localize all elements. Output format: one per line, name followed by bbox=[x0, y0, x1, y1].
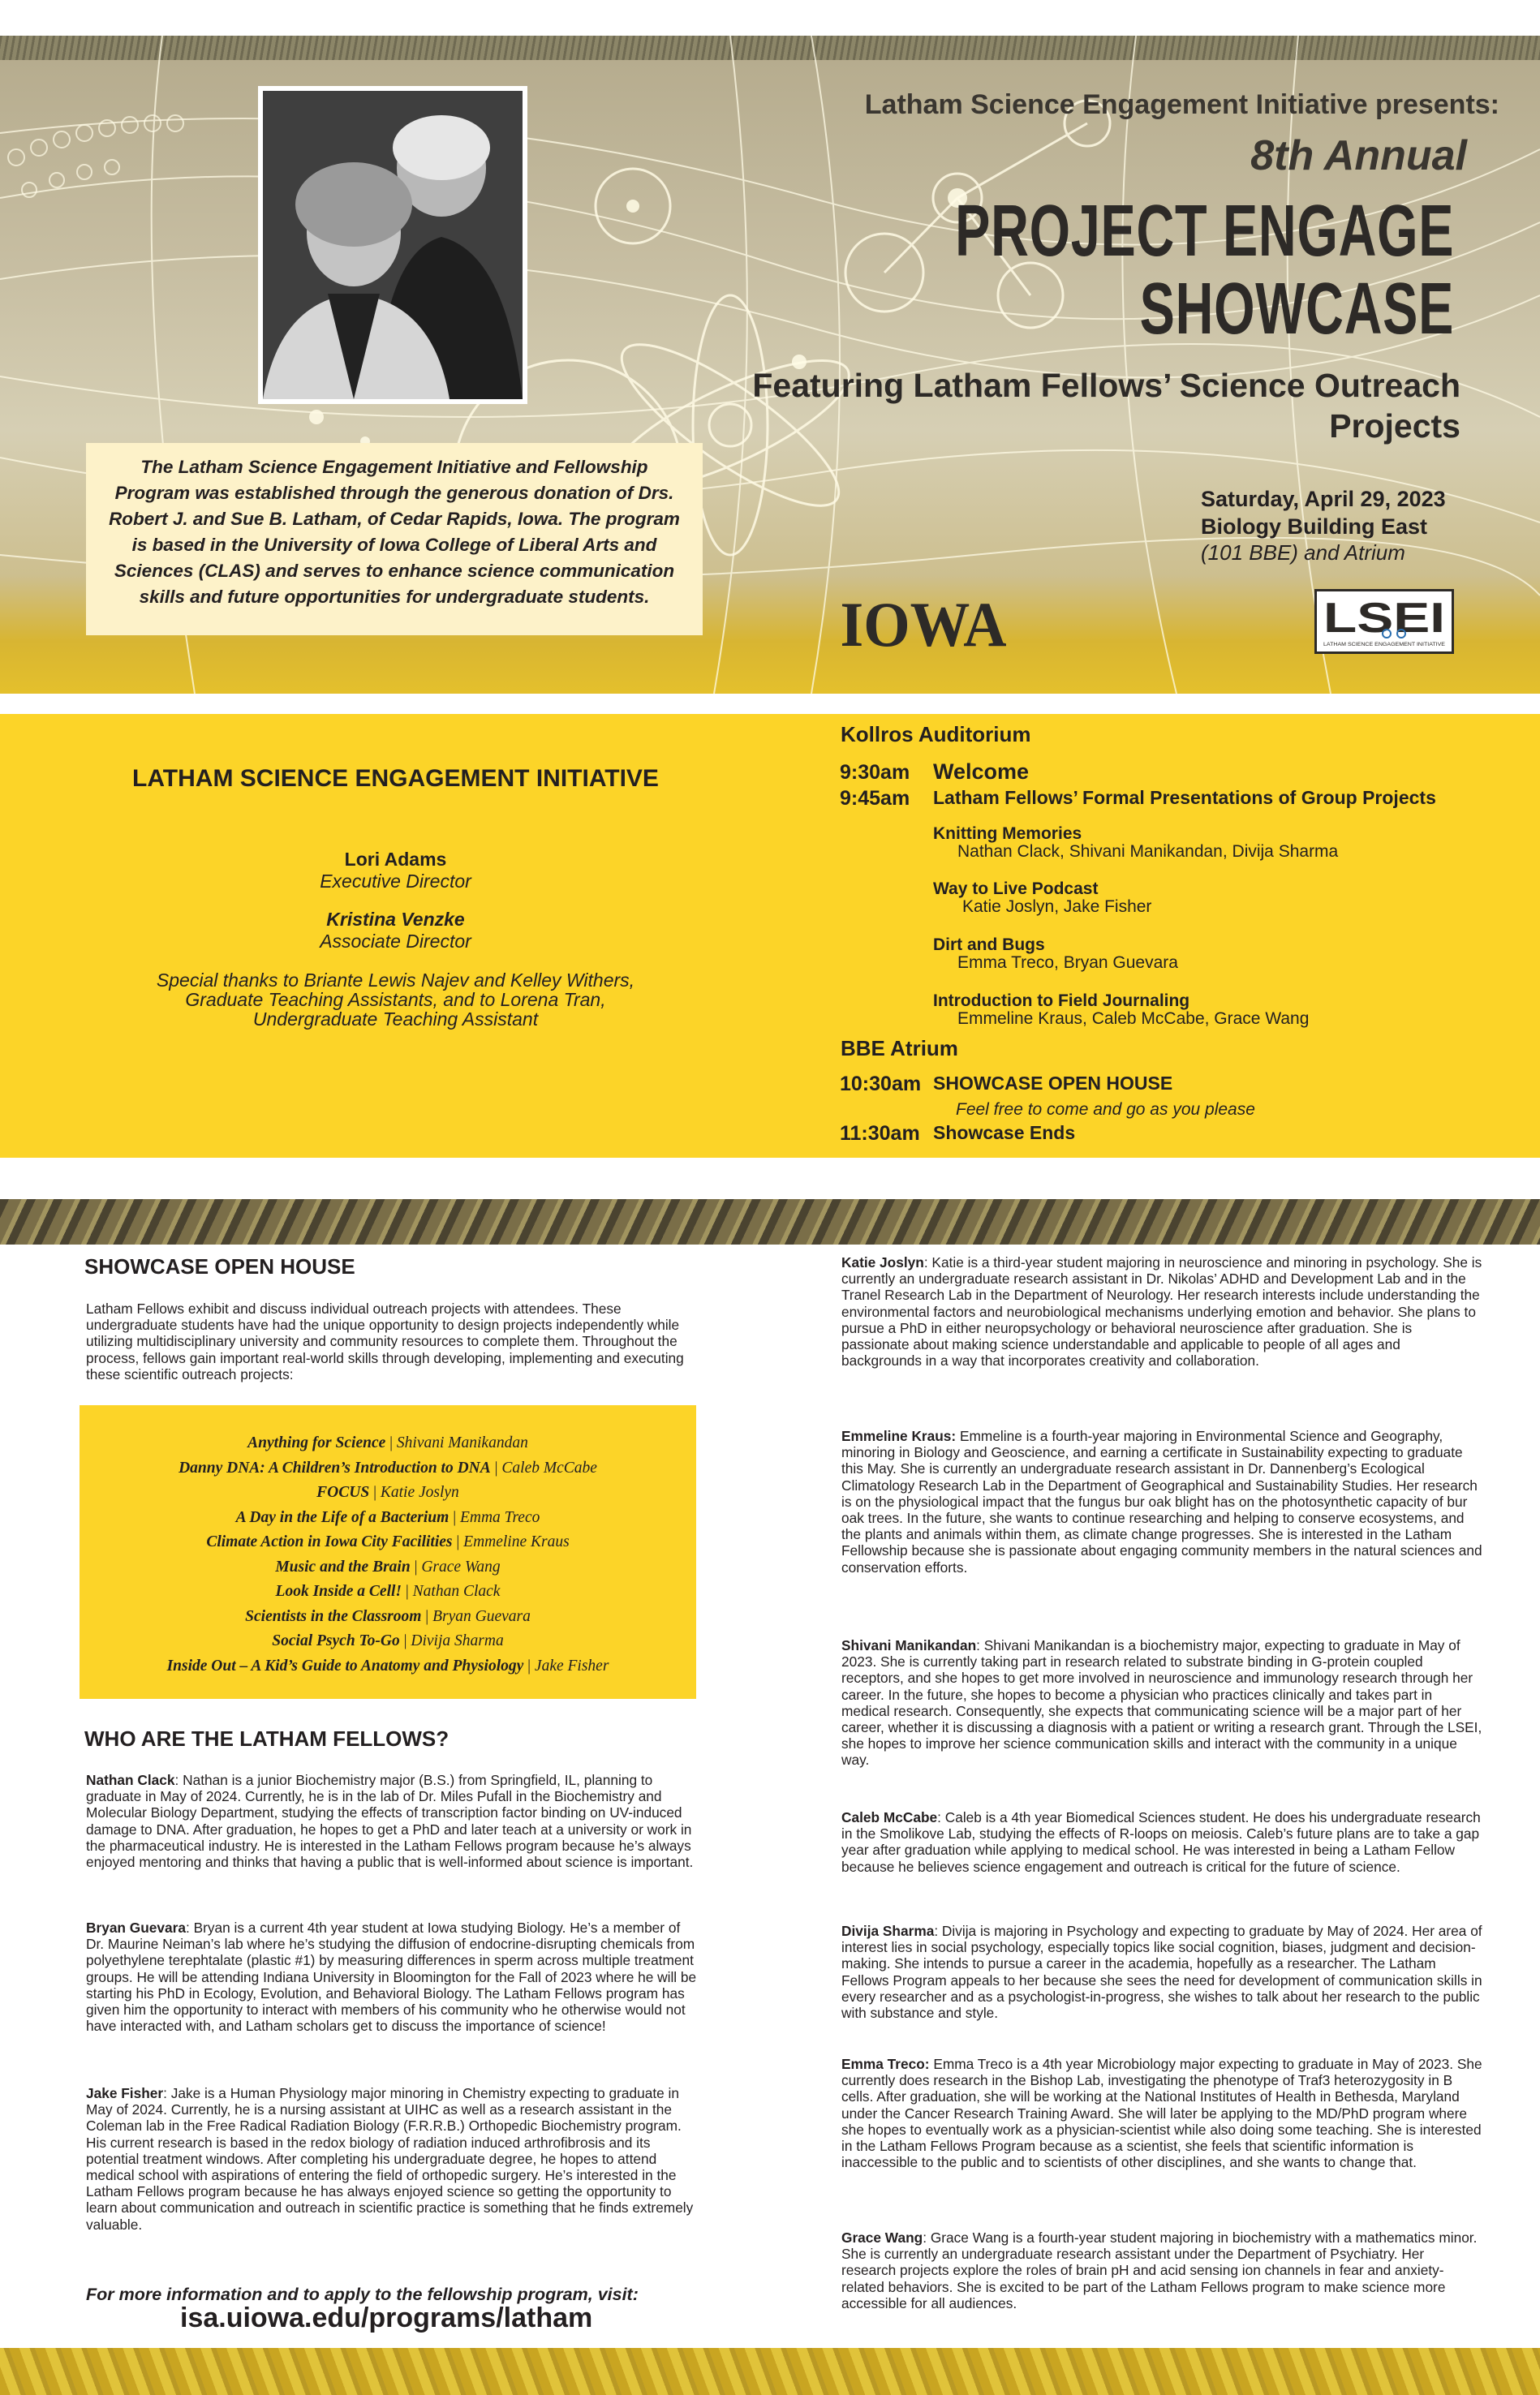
schedule-time: 9:45am bbox=[840, 787, 910, 810]
event-rooms: (101 BBE) and Atrium bbox=[1201, 540, 1405, 565]
list-item: Look Inside a Cell! | Nathan Clack bbox=[275, 1583, 501, 1600]
fellows-heading: WHO ARE THE LATHAM FELLOWS? bbox=[84, 1726, 450, 1751]
event-title-line1: PROJECT ENGAGE bbox=[955, 191, 1454, 272]
group-project-title: Dirt and Bugs bbox=[933, 935, 1045, 954]
fellow-bio: Divija Sharma: Divija is majoring in Psychology and expecting to graduate by May of 2024. Her area of interest lies in social psychology, especially topics like social cognition, biases, judgment and decision-making. She intends to pursue a career in the academia, hopefully as a researcher. The Latham Fellows Program appeals to her because she sees the need for development of communication skills in every researcher and as a psychologist-in-progress, she wishes to talk about her research to the public with substance and style. bbox=[841, 1923, 1482, 2022]
list-item: FOCUS | Katie Joslyn bbox=[316, 1484, 459, 1501]
founders-photo-image bbox=[263, 91, 523, 399]
group-project-members: Nathan Clack, Shivani Manikandan, Divija Sharma bbox=[957, 842, 1339, 861]
lsei-logo bbox=[1314, 589, 1454, 654]
fellow-bio: Bryan Guevara: Bryan is a current 4th year student at Iowa studying Biology. He’s a member of Dr. Maurine Neiman’s lab where he’s studying the diffusion of endocrine-disrupting chemicals from polyethylene terephtalate (plastic #1) by measuring differences in sperm across multiple treatment groups. He will be attending Indiana University in Bloomington for the Fall of 2023 where he will be starting his PhD in Ecology, Evolution, and Behavioral Biology. The Latham Fellows program has given him the opportunity to interact with members of his community who he otherwise would not have interacted with, and Latham scholars get to discuss the importance of science! bbox=[86, 1920, 697, 2035]
open-house-intro: Latham Fellows exhibit and discuss individual outreach projects with attendees. These undergraduate students have had the unique opportunity to design projects independently while utilizing multidisciplinary university and community resources to complete them. Throughout the process, fellows gain important real-world skills through developing, implementing and executing these scientific outreach projects: bbox=[86, 1301, 684, 1382]
fellow-bio: Emma Treco: Emma Treco is a 4th year Microbiology major expecting to graduate in May of 2023. She currently does research in the Bishop Lab, investigating the phenotype of Traf3 heterozygosity in B cells. After graduation, she will be working at the National Institutes of Health in Bethesda, Maryland under the Cancer Research Training Award. She will later be applying to the MD/PhD program where she hopes to eventually work as a physician-scientist while also doing some teaching. She is interested in the Latham Fellows Program because as a scientist, she feels that scientific information is inaccessible to the public and to scientists of other disciplines, and she wants to change that. bbox=[841, 2056, 1482, 2171]
list-item: Danny DNA: A Children’s Introduction to DNA | Caleb McCabe bbox=[179, 1459, 597, 1477]
staff-role: Associate Director bbox=[320, 931, 471, 952]
group-project-members: Emma Treco, Bryan Guevara bbox=[957, 953, 1178, 972]
hero-banner bbox=[0, 36, 1540, 694]
list-item: Anything for Science | Shivani Manikandan bbox=[247, 1434, 528, 1451]
fellow-bio: Shivani Manikandan: Shivani Manikandan is a biochemistry major, expecting to graduate in May of 2023. She is currently taking part in research related to substrate binding in G-protein coupled receptors, and she hopes to get more involved in neuroscience and immunology research through her career. In the future, she hopes to become a physician who practices clinically and takes part in medical research. Consequently, she expects that communicating science will be a major part of her career, whether it is discussing a diagnosis with a patient or writing a research grant. Through the LSEI, she hopes to improve her science communication skills and interact with the community in a unique way. bbox=[841, 1637, 1482, 1769]
event-building: Biology Building East bbox=[1201, 514, 1428, 539]
initiative-name: LATHAM SCIENCE ENGAGEMENT INITIATIVE bbox=[132, 765, 659, 792]
open-house-heading: SHOWCASE OPEN HOUSE bbox=[84, 1254, 355, 1279]
event-title-line2: SHOWCASE bbox=[1139, 269, 1454, 350]
fellow-bio: Caleb McCabe: Caleb is a 4th year Biomedical Sciences student. He does his undergraduate research in the Smolikove Lab, studying the effects of R-loops on meiosis. Caleb’s future plans are to take a gap year after graduation while applying to medical school. He was interested in being a Latham Fellow because he believes science engagement and outreach is critical for the future of science. bbox=[841, 1809, 1481, 1875]
featuring-subtitle: Featuring Latham Fellows’ Science Outreach Projects bbox=[752, 367, 1460, 445]
list-item: Climate Action in Iowa City Facilities | Emmeline Kraus bbox=[206, 1533, 570, 1550]
schedule-time: 9:30am bbox=[840, 761, 910, 784]
fellow-bio: Nathan Clack: Nathan is a junior Biochemistry major (B.S.) from Springfield, IL, planning to graduate in May of 2024. Currently, he is in the lab of Dr. Miles Pufall in the Biochemistry and Molecular Biology Department, studying the effects of transcription factor binding on UV-induced damage to DNA. After graduation, he hopes to get a PhD and later teach at a university or work in the pharmaceutical industry. He is interested in the Latham Fellows program because he’s always enjoyed mentoring and thinks that having a public that is well-informed about science is important. bbox=[86, 1772, 694, 1871]
list-item: Inside Out – A Kid’s Guide to Anatomy and Physiology | Jake Fisher bbox=[166, 1657, 609, 1675]
special-thanks: Special thanks to Briante Lewis Najev and Kelley Withers, Graduate Teaching Assistants, and to Lorena Tran, Undergraduate Teaching Assistant bbox=[156, 970, 635, 1030]
schedule-item: Showcase Ends bbox=[933, 1122, 1076, 1143]
list-item: Scientists in the Classroom | Bryan Guevara bbox=[245, 1607, 531, 1625]
iowa-logo-text: IOWA bbox=[840, 596, 1007, 652]
staff-role: Executive Director bbox=[320, 871, 471, 892]
list-item: A Day in the Life of a Bacterium | Emma Treco bbox=[235, 1508, 540, 1526]
staff-name: Kristina Venzke bbox=[326, 909, 465, 930]
venue-atrium: BBE Atrium bbox=[841, 1036, 958, 1060]
schedule-time: 10:30am bbox=[840, 1073, 922, 1095]
fellow-bio: Grace Wang: Grace Wang is a fourth-year student majoring in biochemistry with a mathematics minor. She is currently an undergraduate research assistant under the Department of Psychiatry. Her research projects explore the roles of brain pH and acid sensing ion channels in fear and anxiety-related behaviors. She is excited to be part of the Latham Fellows program to make science more accessible for all audiences. bbox=[841, 2229, 1478, 2311]
group-project-members: Katie Joslyn, Jake Fisher bbox=[962, 897, 1152, 916]
fellow-bio: Katie Joslyn: Katie is a third-year student majoring in neuroscience and minoring in psychology. She is currently an undergraduate research assistant in Dr. Nikolas’ ADHD and Development Lab and in the Tranel Research Lab in the Department of Neurology. Her research interests include understanding the environmental factors and neurobiological mechanisms underlying emotion and behavior. She plans to pursue a PhD in either neuropsychology or behavioral neuroscience after graduation. She is passionate about making science understandable and applicable to people of all ages and backgrounds in a way that incorporates creativity and collaboration. bbox=[841, 1254, 1482, 1369]
fellow-bio: Jake Fisher: Jake is a Human Physiology major minoring in Chemistry expecting to graduate in May of 2024. Currently, he is a nursing assistant at UIHC as well as a research assistant in the Coleman lab in the Free Radical Radiation Biology (F.R.R.B.) Orthopedic Biochemistry program. His current research is based in the redox biology of radiation induced arthrofibrosis and its potential treatment windows. After completing his undergraduate degree, he hopes to attend medical school with aspirations of entering the field of orthopedic surgery. He’s interested in the Latham Fellows program because he has always enjoyed science so getting the opportunity to learn about communication and outreach in scientific practice is something that he finds extremely valuable. bbox=[86, 2085, 694, 2233]
annual-edition: 8th Annual bbox=[1250, 132, 1467, 179]
group-project-title: Knitting Memories bbox=[933, 824, 1082, 843]
schedule-item: SHOWCASE OPEN HOUSE bbox=[933, 1073, 1173, 1094]
schedule-item: Latham Fellows’ Formal Presentations of Group Projects bbox=[933, 787, 1436, 808]
presents-line: Latham Science Engagement Initiative presents: bbox=[864, 89, 1499, 120]
group-project-title: Way to Live Podcast bbox=[933, 879, 1099, 898]
iowa-logo bbox=[838, 596, 1009, 652]
lsei-logo-text: LSEI bbox=[1323, 595, 1445, 642]
lsei-logo-subtext: LATHAM SCIENCE ENGAGEMENT INITIATIVE bbox=[1323, 642, 1446, 647]
founders-photo bbox=[258, 86, 527, 404]
fellow-bio: Emmeline Kraus: Emmeline is a fourth-year majoring in Environmental Science and Geography, minoring in Biology and Geoscience, and earning a certificate in Sustainability expecting to graduate this May. She is currently an undergraduate research assistant in Dr. Dannenberg’s Ecological Climatology Research Lab in the Department of Geographical and Sustainability Studies. Her research is on the physiological impact that the fungus bur oak blight has on the photosynthetic capacity of bur oak trees. In the future, she wants to continue researching and helping to conserve ecosystems, and the plants and animals within them, as climate change progresses. She is interested in the Latham Fellowship because she is passionate about engaging community members in the natural sciences and conservation efforts. bbox=[841, 1428, 1482, 1576]
schedule-time: 11:30am bbox=[840, 1122, 920, 1145]
event-date: Saturday, April 29, 2023 bbox=[1201, 487, 1446, 511]
projects-list bbox=[80, 1405, 696, 1699]
decorative-bottom-band bbox=[0, 2348, 1540, 2395]
program-url-link[interactable]: isa.uiowa.edu/programs/latham bbox=[180, 2303, 593, 2333]
schedule-item: Welcome bbox=[933, 759, 1030, 784]
list-item: Social Psych To-Go | Divija Sharma bbox=[272, 1632, 504, 1649]
venue-kollros: Kollros Auditorium bbox=[841, 722, 1031, 746]
lsei-logo-mark bbox=[1317, 591, 1452, 651]
group-project-title: Introduction to Field Journaling bbox=[933, 991, 1190, 1010]
list-item: Music and the Brain | Grace Wang bbox=[275, 1558, 501, 1576]
open-house-note: Feel free to come and go as you please bbox=[956, 1100, 1255, 1119]
group-project-members: Emmeline Kraus, Caleb McCabe, Grace Wang bbox=[957, 1009, 1310, 1028]
more-info-text: For more information and to apply to the fellowship program, visit: bbox=[86, 2285, 639, 2304]
program-blurb: The Latham Science Engagement Initiative and Fellowship Program was established through the generous donation of Drs. Robert J. and Sue B. Latham, of Cedar Rapids, Iowa. The program is based in the University of Iowa College of Liberal Arts and Sciences (CLAS) and serves to enhance science communication skills and future opportunities for undergraduate students. bbox=[86, 443, 703, 635]
staff-name: Lori Adams bbox=[344, 849, 447, 870]
decorative-band bbox=[0, 1199, 1540, 1245]
